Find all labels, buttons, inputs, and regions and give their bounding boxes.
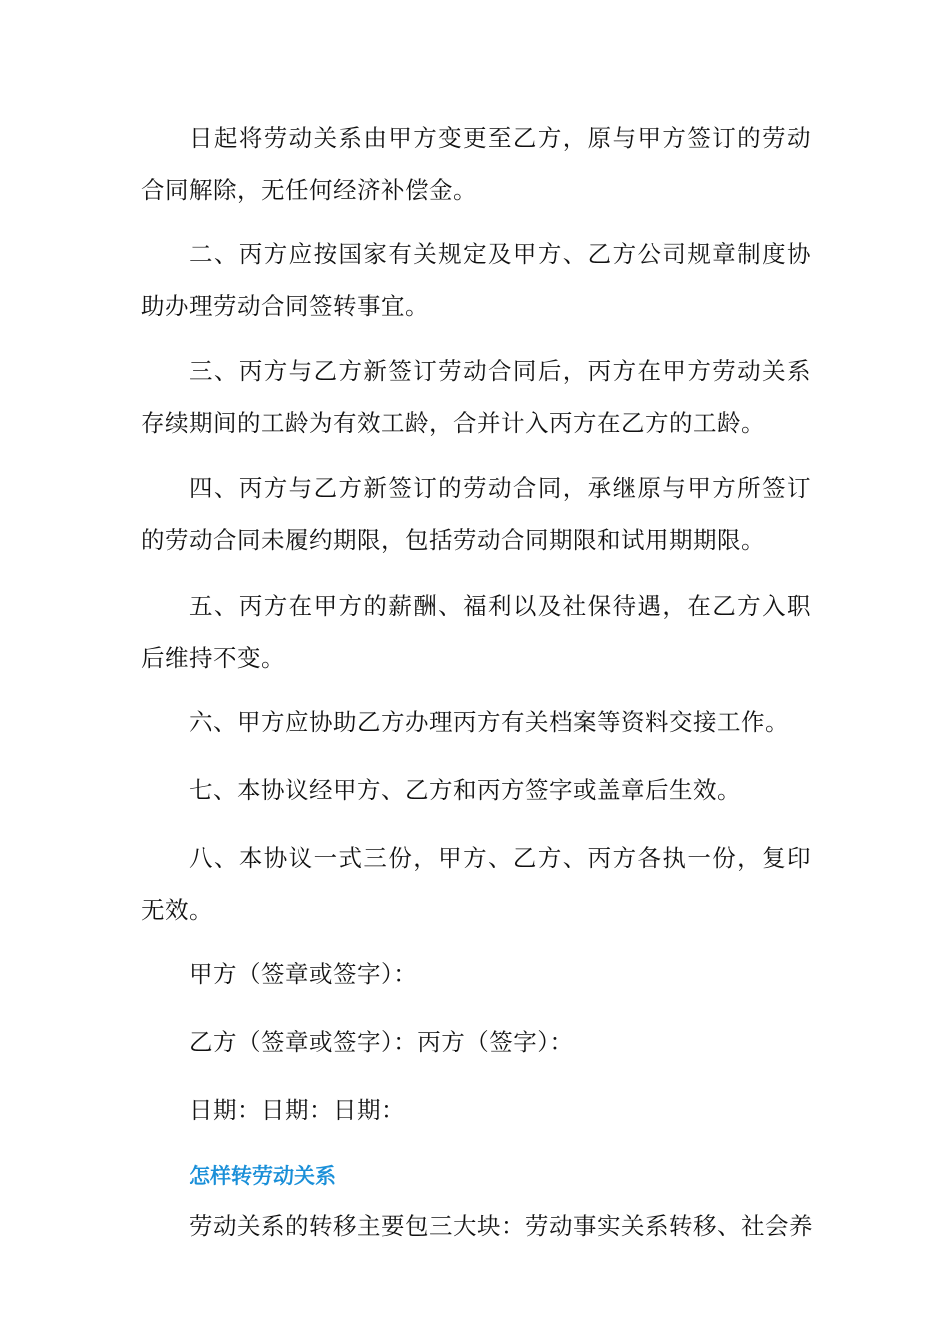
paragraph-clause-8: 八、本协议一式三份，甲方、乙方、丙方各执一份，复印无效。 <box>141 844 811 924</box>
signature-party-b-c: 乙方（签章或签字）：丙方（签字）： <box>189 1028 574 1056</box>
paragraph-clause-3: 三、丙方与乙方新签订劳动合同后，丙方在甲方劳动关系存续期间的工龄为有效工龄，合并计入丙方在乙方的工龄。 <box>141 357 811 437</box>
section-heading: 怎样转劳动关系 <box>189 1164 336 1188</box>
paragraph-clause-2: 二、丙方应按国家有关规定及甲方、乙方公司规章制度协助办理劳动合同签转事宜。 <box>141 240 811 320</box>
paragraph-intro: 日起将劳动关系由甲方变更至乙方，原与甲方签订的劳动合同解除，无任何经济补偿金。 <box>141 124 811 204</box>
signature-dates: 日期：日期：日期： <box>189 1096 405 1124</box>
section-text: 劳动关系的转移主要包三大块：劳动事实关系转移、社会养 <box>189 1212 813 1240</box>
paragraph-clause-6: 六、甲方应协助乙方办理丙方有关档案等资料交接工作。 <box>189 708 789 736</box>
paragraph-clause-5: 五、丙方在甲方的薪酬、福利以及社保待遇，在乙方入职后维持不变。 <box>141 592 811 672</box>
paragraph-clause-7: 七、本协议经甲方、乙方和丙方签字或盖章后生效。 <box>189 776 741 804</box>
paragraph-clause-4: 四、丙方与乙方新签订的劳动合同，承继原与甲方所签订的劳动合同未履约期限，包括劳动合同期限和试用期期限。 <box>141 474 811 554</box>
signature-party-a: 甲方（签章或签字）： <box>189 960 418 988</box>
